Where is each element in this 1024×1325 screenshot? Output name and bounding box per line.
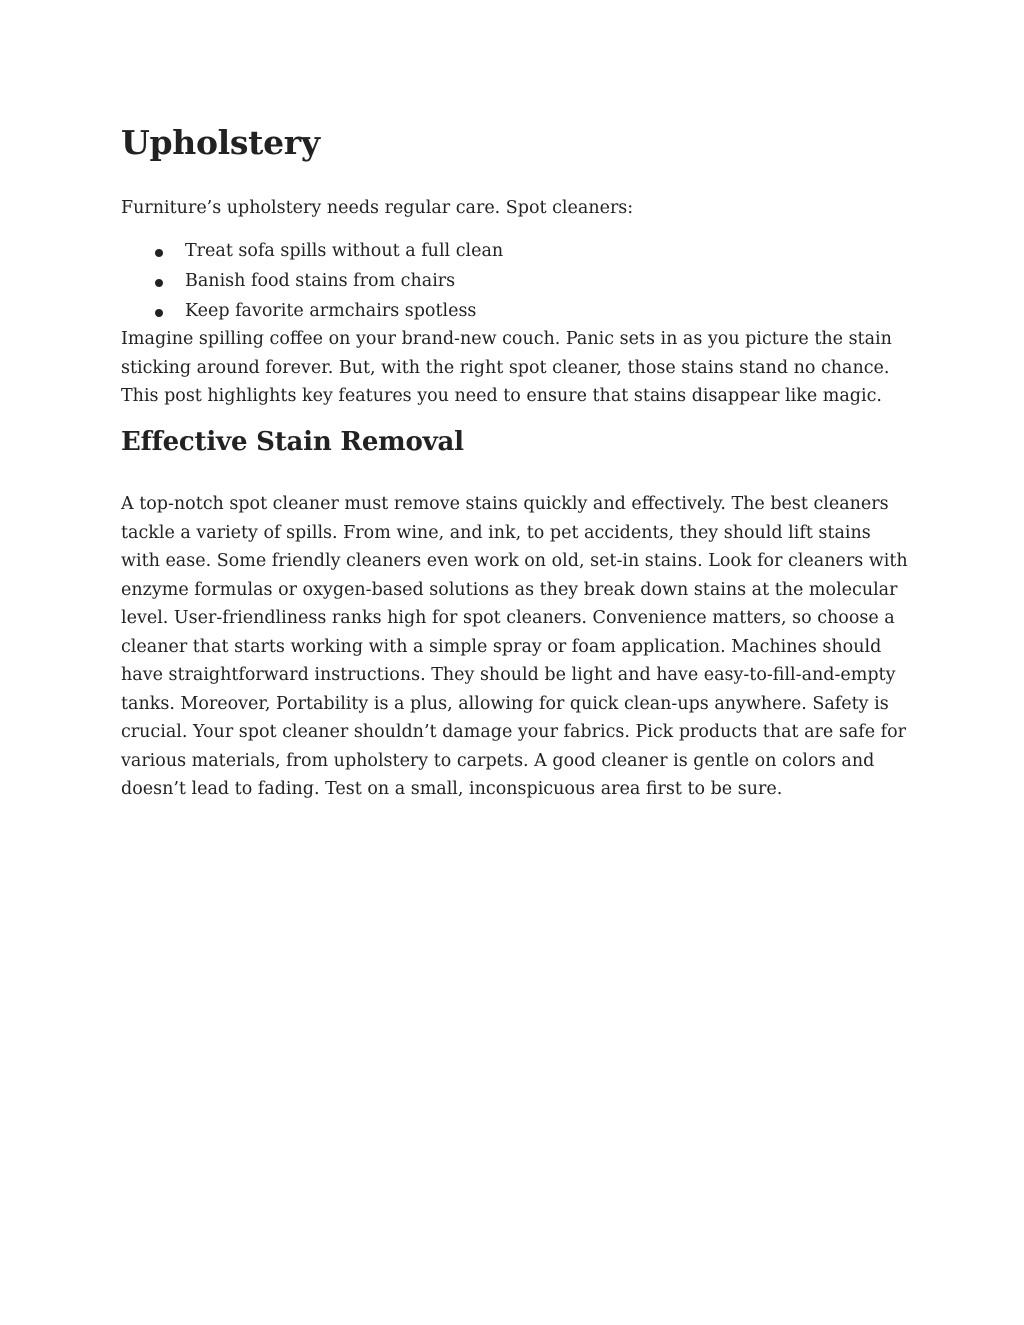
bullet-icon <box>155 309 163 317</box>
bullet-list <box>121 237 503 326</box>
list-item-text: Keep favorite armchairs spotless <box>185 300 477 321</box>
bullet-icon <box>155 279 163 287</box>
list-item <box>121 237 503 267</box>
body-paragraph-intro: Imagine spilling coffee on your brand-new couch. Panic sets in as you picture the stain sticking around forever. But, with the right spot cleaner, those stains stand no chance. This post highlights key features you need to ensure that stains disappear like magic. <box>121 329 892 406</box>
intro-paragraph: Furniture’s upholstery needs regular care. Spot cleaners: <box>121 198 634 218</box>
bullet-icon <box>155 249 163 257</box>
body-paragraph-stain-removal: A top-notch spot cleaner must remove stains quickly and effectively. The best cleaners tackle a variety of spills. From wine, and ink, to pet accidents, they should lift stains with ease. Some friendly cleaners even work on old, set-in stains. Look for cleaners with enzyme formulas or oxygen-based solutions as they break down stains at the molecular level. User-friendliness ranks high for spot cleaners. Convenience matters, so choose a cleaner that starts working with a simple spray or foam application. Machines should have straightforward instructions. They should be light and have easy-to-fill-and-empty tanks. Moreover, Portability is a plus, allowing for quick clean-ups anywhere. Safety is crucial. Your spot cleaner shouldn’t damage your fabrics. Pick products that are safe for various materials, from upholstery to carpets. A good cleaner is gentle on colors and doesn’t lead to fading. Test on a small, inconspicuous area first to be sure. <box>121 494 908 799</box>
list-item <box>121 267 503 297</box>
list-item <box>121 297 503 327</box>
list-item-text: Banish food stains from chairs <box>185 270 456 291</box>
section-heading: Effective Stain Removal <box>121 427 464 457</box>
list-item-text: Treat sofa spills without a full clean <box>185 241 504 261</box>
page-title: Upholstery <box>121 123 320 162</box>
